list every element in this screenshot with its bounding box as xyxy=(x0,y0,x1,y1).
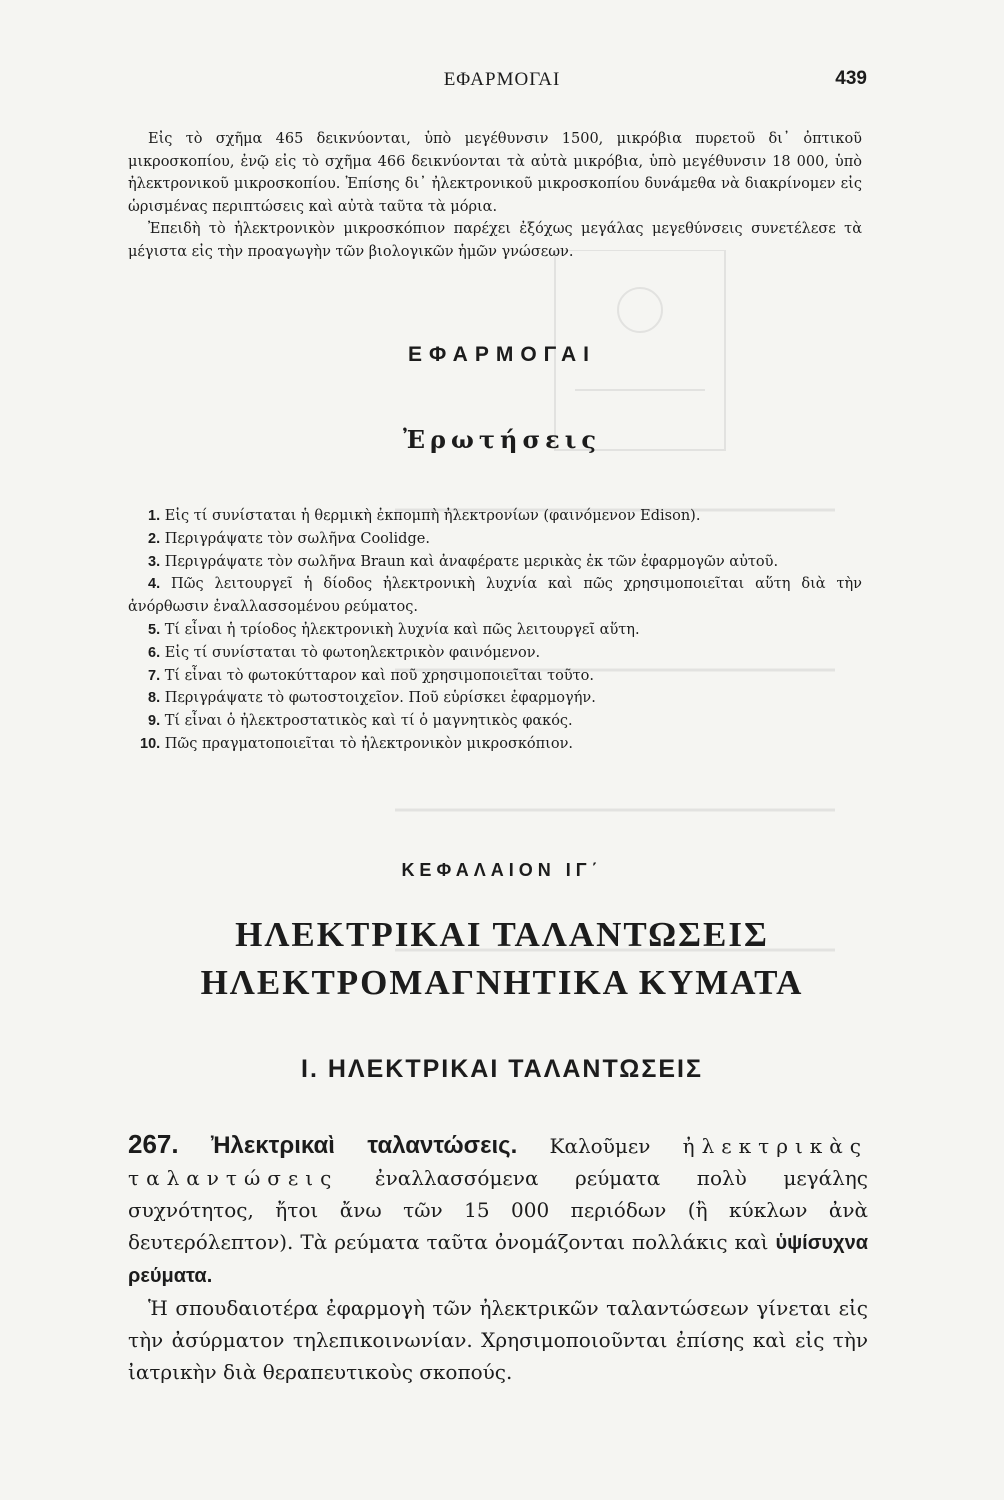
section-267-paragraph-1: 267. Ἠλεκτρικαὶ ταλαντώσεις. Καλοῦμεν ἠλεκτρικὰς ταλαντώσεις ἐναλλασσόμενα ρεύματα πολὺ μεγάλης συχνότητος, ἤτοι ἄνω τῶν 15 000 περιόδων (ἢ κύκλων ἀνὰ δευτερόλεπτον). Τὰ ρεύματα ταῦτα ὀνομάζονται πολλάκις καὶ ὑψίσυχνα ρεύματα. xyxy=(128,1129,868,1287)
question-item: 1. Εἰς τί συνίσταται ἡ θερμικὴ ἐκπομπὴ ἠλεκτρονίων (φαινόμενον Edison). xyxy=(148,508,701,524)
intro-paragraph-1: Εἰς τὸ σχῆμα 465 δεικνύονται, ὑπὸ μεγέθυνσιν 1500, μικρόβια πυρετοῦ δι᾽ ὀπτικοῦ μικροσκοπίου, ἐνῷ εἰς τὸ σχῆμα 466 δεικνύονται τὰ αὐτὰ μικρόβια, ὑπὸ μεγέθυνσιν 18 000, ὑπὸ ἠλεκτρονικοῦ μικροσκοπίου. Ἐπίσης δι᾽ ἠλεκτρονικοῦ μικροσκοπίου δυνάμεθα νὰ διακρίνομεν εἰς ὡρισμένας περιπτώσεις καὶ αὐτὰ ταῦτα τὰ μόρια. xyxy=(128,131,862,215)
question-item: 7. Τί εἶναι τὸ φωτοκύτταρον καὶ ποῦ χρησιμοποιεῖται τοῦτο. xyxy=(148,667,594,684)
question-item: 8. Περιγράψατε τὸ φωτοστοιχεῖον. Ποῦ εὑρίσκει ἐφαρμογήν. xyxy=(148,690,596,707)
question-item: 2. Περιγράψατε τὸν σωλῆνα Coolidge. xyxy=(148,530,430,547)
section-heading: Ἠλεκτρικαὶ ταλαντώσεις. xyxy=(210,1132,518,1159)
intro-paragraph-2: Ἐπειδὴ τὸ ἠλεκτρονικὸν μικροσκόπιον παρέχει ἐξόχως μεγάλας μεγεθύνσεις συνετέλεσε τὰ μέγιστα εἰς τὴν προαγωγὴν τῶν βιολογικῶν ἡμῶν γνώσεων. xyxy=(128,221,862,260)
question-item: 10. Πῶς πραγματοποιεῖται τὸ ἠλεκτρονικὸν μικροσκόπιον. xyxy=(140,735,573,752)
questions-title: Ἐρωτήσεις xyxy=(403,425,601,454)
chapter-title-line-2: ΗΛΕΚΤΡΟΜΑΓΝΗΤΙΚΑ ΚΥΜΑΤΑ xyxy=(200,963,804,1002)
question-item: 5. Τί εἶναι ἡ τρίοδος ἠλεκτρονικὴ λυχνία καὶ πῶς λειτουργεῖ αὕτη. xyxy=(148,621,640,638)
spaced-term: ἠλεκτρικὰς ταλαντώσεις xyxy=(128,1134,868,1190)
question-item: 9. Τί εἶναι ὁ ἠλεκτροστατικὸς καὶ τί ὁ μαγνητικὸς φακός. xyxy=(148,713,573,730)
question-item: 4. Πῶς λειτουργεῖ ἡ δίοδος ἠλεκτρονικὴ λυχνία καὶ πῶς χρησιμοποιεῖται αὕτη διὰ τὴν ἀνόρθωσιν ἐναλλασσομένου ρεύματος. xyxy=(128,576,862,616)
section-267-body xyxy=(128,1128,868,1388)
question-item: 3. Περιγράψατε τὸν σωλῆνα Braun καὶ ἀναφέρατε μερικὰς ἐκ τῶν ἐφαρμογῶν αὐτοῦ. xyxy=(148,553,779,570)
section-number: 267. xyxy=(128,1129,179,1159)
questions-list xyxy=(128,505,862,756)
intro-text xyxy=(128,128,862,263)
bold-term: ὑψίσυχνα ρεύματα. xyxy=(128,1232,868,1287)
chapter-title-line-1: ΗΛΕΚΤΡΙΚΑΙ ΤΑΛΑΝΤΩΣΕΙΣ xyxy=(235,915,769,954)
subsection-title: Ι. ΗΛΕΚΤΡΙΚΑΙ ΤΑΛΑΝΤΩΣΕΙΣ xyxy=(301,1055,703,1083)
question-item: 6. Εἰς τί συνίσταται τὸ φωτοηλεκτρικὸν φαινόμενον. xyxy=(148,644,541,661)
chapter-label: ΚΕΦΑΛΑΙΟΝ ΙΓ΄ xyxy=(401,860,603,880)
applications-title: ΕΦΑΡΜΟΓΑΙ xyxy=(407,343,596,366)
section-267-paragraph-2: Ἡ σπουδαιοτέρα ἐφαρμογὴ τῶν ἠλεκτρικῶν ταλαντώσεων γίνεται εἰς τὴν ἀσύρματον τηλεπικοινωνίαν. Χρησιμοποιοῦνται ἐπίσης καὶ εἰς τὴν ἰατρικὴν διὰ θεραπευτικοὺς σκοπούς. xyxy=(128,1296,868,1384)
page-number: 439 xyxy=(835,68,867,89)
running-title: ΕΦΑΡΜΟΓΑΙ xyxy=(443,69,561,90)
